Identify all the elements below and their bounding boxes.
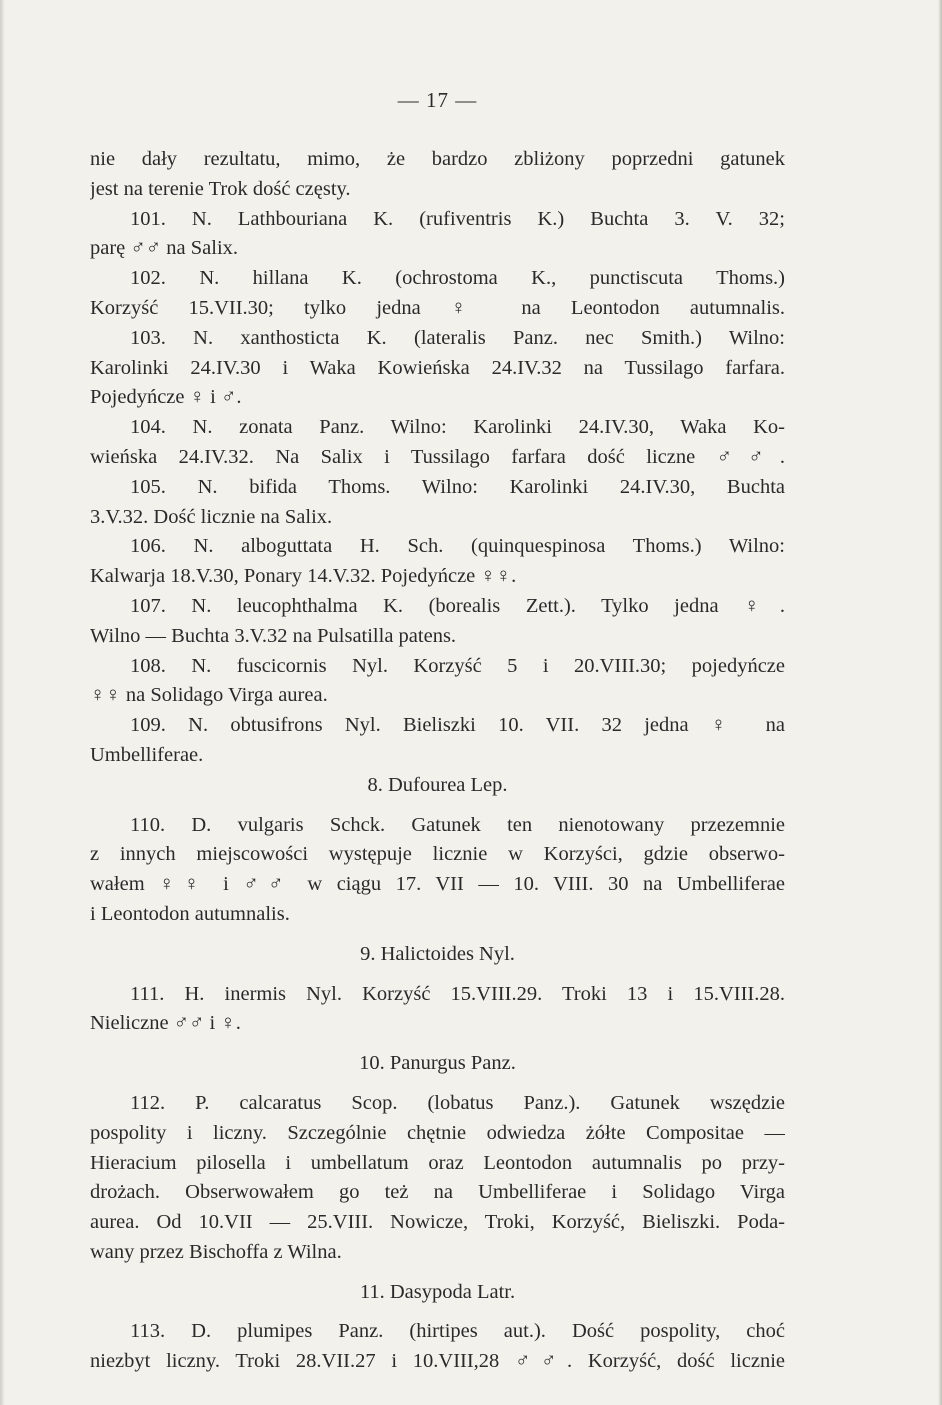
entry-105: 105. N. bifida Thoms. Wilno: Karolinki 24.IV.30, Buchta — [130, 475, 785, 498]
text-line: nie dały rezultatu, mimo, że bardzo zbliżony poprzedni gatunek — [90, 148, 785, 170]
text-line: z innych miejscowości występuje licznie w Korzyści, gdzie obserwo- — [90, 843, 785, 866]
text-line: wieńska 24.IV.32. Na Salix i Tussilago farfara dość liczne ♂♂. — [90, 445, 785, 468]
entry-101: 101. N. Lathbouriana K. (rufiventris K.) Buchta 3. V. 32; — [130, 207, 785, 230]
genus-heading-halictoides: 9. Halictoides Nyl. — [360, 942, 515, 965]
text-line: Kalwarja 18.V.30, Ponary 14.V.32. Pojedyńcze ♀♀. — [90, 565, 517, 588]
text-line: wany przez Bischoffa z Wilna. — [90, 1240, 342, 1263]
entry-112: 112. P. calcaratus Scop. (lobatus Panz.). Gatunek wszędzie — [130, 1091, 785, 1114]
entry-106: 106. N. alboguttata H. Sch. (quinquespinosa Thoms.) Wilno: — [130, 535, 785, 558]
text-line: i Leontodon autumnalis. — [90, 902, 290, 925]
text-line: Nieliczne ♂♂ i ♀. — [90, 1012, 241, 1035]
genus-heading-panurgus: 10. Panurgus Panz. — [359, 1052, 516, 1075]
entry-110: 110. D. vulgaris Schck. Gatunek ten nienotowany przezemnie — [130, 813, 785, 836]
entry-108: 108. N. fuscicornis Nyl. Korzyść 5 i 20.VIII.30; pojedyńcze — [130, 654, 785, 677]
text-line: drożach. Obserwowałem go też na Umbelliferae i Solidago Virga — [90, 1181, 785, 1204]
text-line: Pojedyńcze ♀ i ♂. — [90, 386, 242, 409]
entry-113: 113. D. plumipes Panz. (hirtipes aut.). Dość pospolity, choć — [130, 1320, 785, 1343]
text-line: wałem ♀♀ i ♂♂ w ciągu 17. VII — 10. VIII. 30 na Umbelliferae — [90, 873, 785, 896]
entry-103: 103. N. xanthosticta K. (lateralis Panz. nec Smith.) Wilno: — [130, 326, 785, 349]
genus-heading-dasypoda: 11. Dasypoda Latr. — [359, 1280, 516, 1303]
text-line: jest na terenie Trok dość częsty. — [90, 177, 351, 200]
text-line: niezbyt liczny. Troki 28.VII.27 i 10.VIII,28 ♂♂. Korzyść, dość licznie — [90, 1350, 785, 1373]
text-line: Korzyść 15.VII.30; tylko jedna ♀ na Leontodon autumnalis. — [90, 296, 785, 319]
text-line: pospolity i liczny. Szczególnie chętnie odwiedza żółte Compositae — — [90, 1121, 785, 1144]
entry-104: 104. N. zonata Panz. Wilno: Karolinki 24.IV.30, Waka Ko- — [130, 416, 785, 439]
text-line: Karolinki 24.IV.30 i Waka Kowieńska 24.IV.32 na Tussilago farfara. — [90, 356, 785, 379]
text-line: 3.V.32. Dość licznie na Salix. — [90, 505, 333, 528]
entry-102: 102. N. hillana K. (ochrostoma K., punctiscuta Thoms.) — [130, 267, 785, 290]
scan-left-edge — [0, 0, 5, 1405]
text-line: Umbelliferae. — [90, 743, 204, 766]
book-page — [90, 88, 785, 1377]
genus-heading-dufourea: 8. Dufourea Lep. — [367, 773, 508, 796]
text-line: Hieracium pilosella i umbellatum oraz Leontodon autumnalis po przy- — [90, 1151, 785, 1174]
text-line: parę ♂♂ na Salix. — [90, 237, 239, 260]
entry-111: 111. H. inermis Nyl. Korzyść 15.VIII.29. Troki 13 i 15.VIII.28. — [130, 982, 785, 1005]
text-line: Wilno — Buchta 3.V.32 na Pulsatilla patens. — [90, 624, 457, 647]
text-line: ♀♀ na Solidago Virga aurea. — [90, 684, 328, 707]
entry-109: 109. N. obtusifrons Nyl. Bieliszki 10. VII. 32 jedna ♀ na — [130, 714, 785, 737]
page-number: — 17 — — [397, 88, 478, 112]
text-line: aurea. Od 10.VII — 25.VIII. Nowicze, Troki, Korzyść, Bieliszki. Poda- — [90, 1211, 785, 1234]
scan-right-edge — [938, 0, 942, 1405]
entry-107: 107. N. leucophthalma K. (borealis Zett.). Tylko jedna ♀. — [130, 594, 785, 617]
